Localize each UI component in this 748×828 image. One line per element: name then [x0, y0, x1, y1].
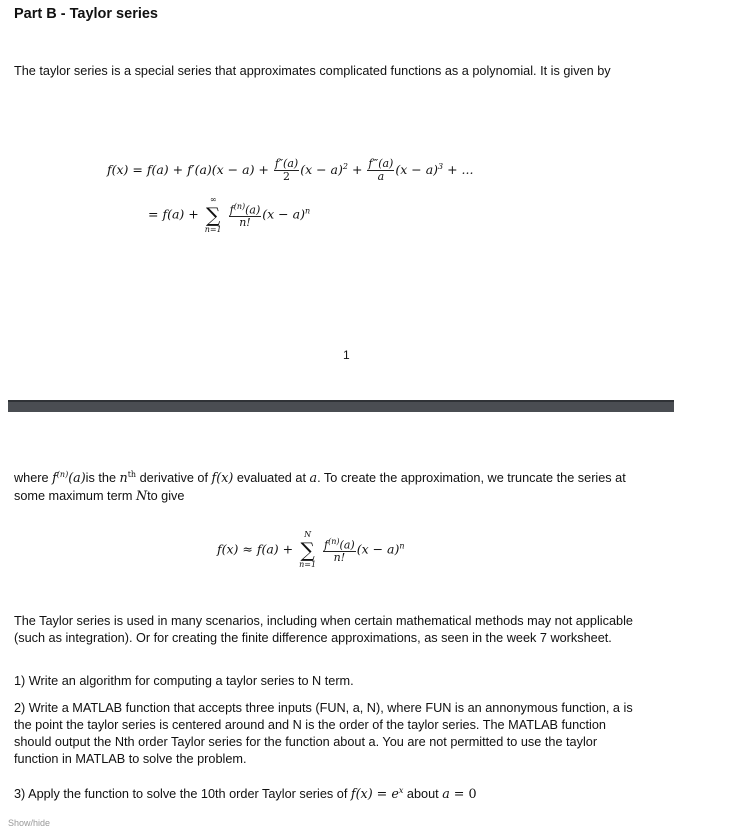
truncated-taylor-equation: f(x) ≈ f(a) + N ∑ n=1 $\frac{f^{(n)}(a)}{n!}$ $(x - a)^n$ — [217, 530, 405, 569]
where-paragraph: where $f^{(n)}(a)is$ the $n^{th}$ derivative of f(x) evaluated at a. To create the approximation, we truncate the series at some maximum term Nto give — [14, 470, 626, 504]
task-2: 2) Write a MATLAB function that accepts three inputs (FUN, a, N), where FUN is an annonymous function, a is the point the taylor series is centered around and N is the order of the taylor series. The MATLAB function should output the Nth order Taylor series for the function about a. You are not permitted to use the taylor function in MATLAB to solve the problem. — [14, 701, 633, 766]
usage-paragraph: The Taylor series is used in many scenarios, including when certain mathematical methods may not applicable (such as integration). Or for creating the finite difference approximations, as seen in the week 7 worksheet. — [14, 614, 633, 645]
cutoff-text: Show/hide — [8, 818, 51, 828]
page-divider — [8, 400, 674, 412]
section-heading: Part B - Taylor series — [14, 6, 158, 22]
taylor-equation-line-1: f(x) = f(a) + f′(a)(x − a) + $\frac{f''(a)}{2}$ $(x - a)^2$ + $\frac{f‴(a)}{a}$ $(x - a)^3$ + ... — [107, 157, 474, 183]
task-1: 1) Write an algorithm for computing a taylor series to N term. — [14, 674, 354, 688]
page-number: 1 — [343, 348, 350, 362]
intro-paragraph: The taylor series is a special series that approximates complicated functions as a polynomial. It is given by — [14, 64, 611, 78]
task-3: 3) Apply the function to solve the 10th order Taylor series of $f(x) = e^x$ about a = 0 — [14, 786, 477, 802]
taylor-equation-line-2: = f(a) + ∞ ∑ n=1 $\frac{f^{(n)}(a)}{n!}$ $(x - a)^n$ — [148, 195, 311, 234]
